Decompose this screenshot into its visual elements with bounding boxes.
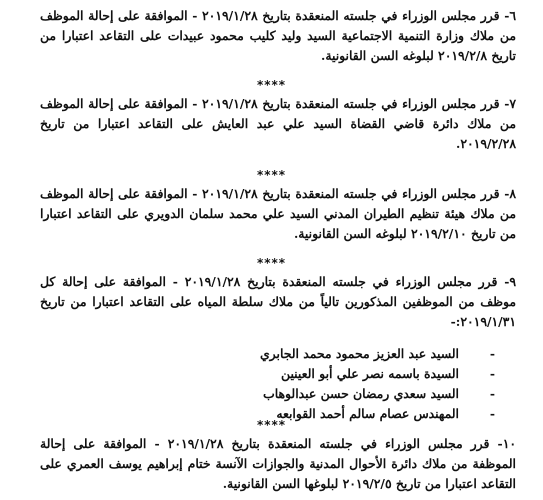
decision-item-7 bbox=[40, 94, 516, 154]
decision-item-9 bbox=[40, 272, 516, 332]
separator: **** bbox=[256, 168, 287, 182]
decision-number: ٩- bbox=[504, 274, 517, 289]
decision-item-6 bbox=[40, 6, 516, 66]
decision-paragraph bbox=[40, 434, 516, 494]
list-item: - السيد سعدي رمضان حسن عبدالوهاب bbox=[263, 386, 495, 401]
decision-number: ٧- bbox=[504, 96, 517, 111]
decision-number: ٨- bbox=[504, 186, 517, 201]
decision-number: ١٠- bbox=[497, 436, 516, 451]
decision-paragraph bbox=[40, 272, 516, 332]
separator: **** bbox=[256, 78, 287, 92]
decision-text: قرر مجلس الوزراء في جلسته المنعقدة بتاريخ ٢٠١٩/١/٢٨ - الموافقة على إحالة كل موظف من الموظفين المذكورين تالياً من ملاك سلطة المياه على التقاعد اعتبارا من تاريخ ٢٠١٩/١/٣١:- bbox=[40, 274, 516, 329]
list-item: - المهندس عصام سالم أحمد القوابعه bbox=[276, 406, 495, 421]
separator: **** bbox=[256, 418, 287, 432]
decision-paragraph bbox=[40, 94, 516, 154]
decision-paragraph bbox=[40, 184, 516, 244]
decision-number: ٦- bbox=[504, 8, 517, 23]
list-item: - السيدة باسمه نصر علي أبو العينين bbox=[281, 366, 495, 381]
decision-text: قرر مجلس الوزراء في جلسته المنعقدة بتاريخ ٢٠١٩/١/٢٨ - الموافقة على إحالة الموظف من ملاك دائرة قاضي القضاة السيد علي عبد العايش على التقاعد اعتبارا من تاريخ ٢٠١٩/٢/٢٨. bbox=[40, 96, 516, 151]
decision-text: قرر مجلس الوزراء في جلسته المنعقدة بتاريخ ٢٠١٩/١/٢٨ - الموافقة على إحالة الموظفة من ملاك دائرة الأحوال المدنية والجوازات الآنسة ختام إبراهيم يوسف العمري على التقاعد اعتبارا من تاريخ ٢٠١٩/٢/٥ لبلوغها السن القانونية. bbox=[40, 436, 516, 491]
retiree-names-list bbox=[159, 344, 495, 424]
decision-text: قرر مجلس الوزراء في جلسته المنعقدة بتاريخ ٢٠١٩/١/٢٨ - الموافقة على إحالة الموظف من ملاك هيئة تنظيم الطيران المدني السيد علي محمد سلمان الدويري على التقاعد اعتبارا من تاريخ ٢٠١٩/٢/١٠ لبلوغه السن القانونية. bbox=[40, 186, 516, 241]
decision-item-10 bbox=[40, 434, 516, 494]
decision-text: قرر مجلس الوزراء في جلسته المنعقدة بتاريخ ٢٠١٩/١/٢٨ - الموافقة على إحالة الموظف من ملاك وزارة التنمية الاجتماعية السيد وليد كليب محمود عبيدات على التقاعد اعتبارا من تاريخ ٢٠١٩/٢/٨ لبلوغه السن القانونية. bbox=[40, 8, 516, 63]
separator: **** bbox=[256, 256, 287, 270]
list-item: - السيد عبد العزيز محمود محمد الجابري bbox=[259, 346, 495, 361]
decision-paragraph bbox=[40, 6, 516, 66]
decision-item-8 bbox=[40, 184, 516, 244]
